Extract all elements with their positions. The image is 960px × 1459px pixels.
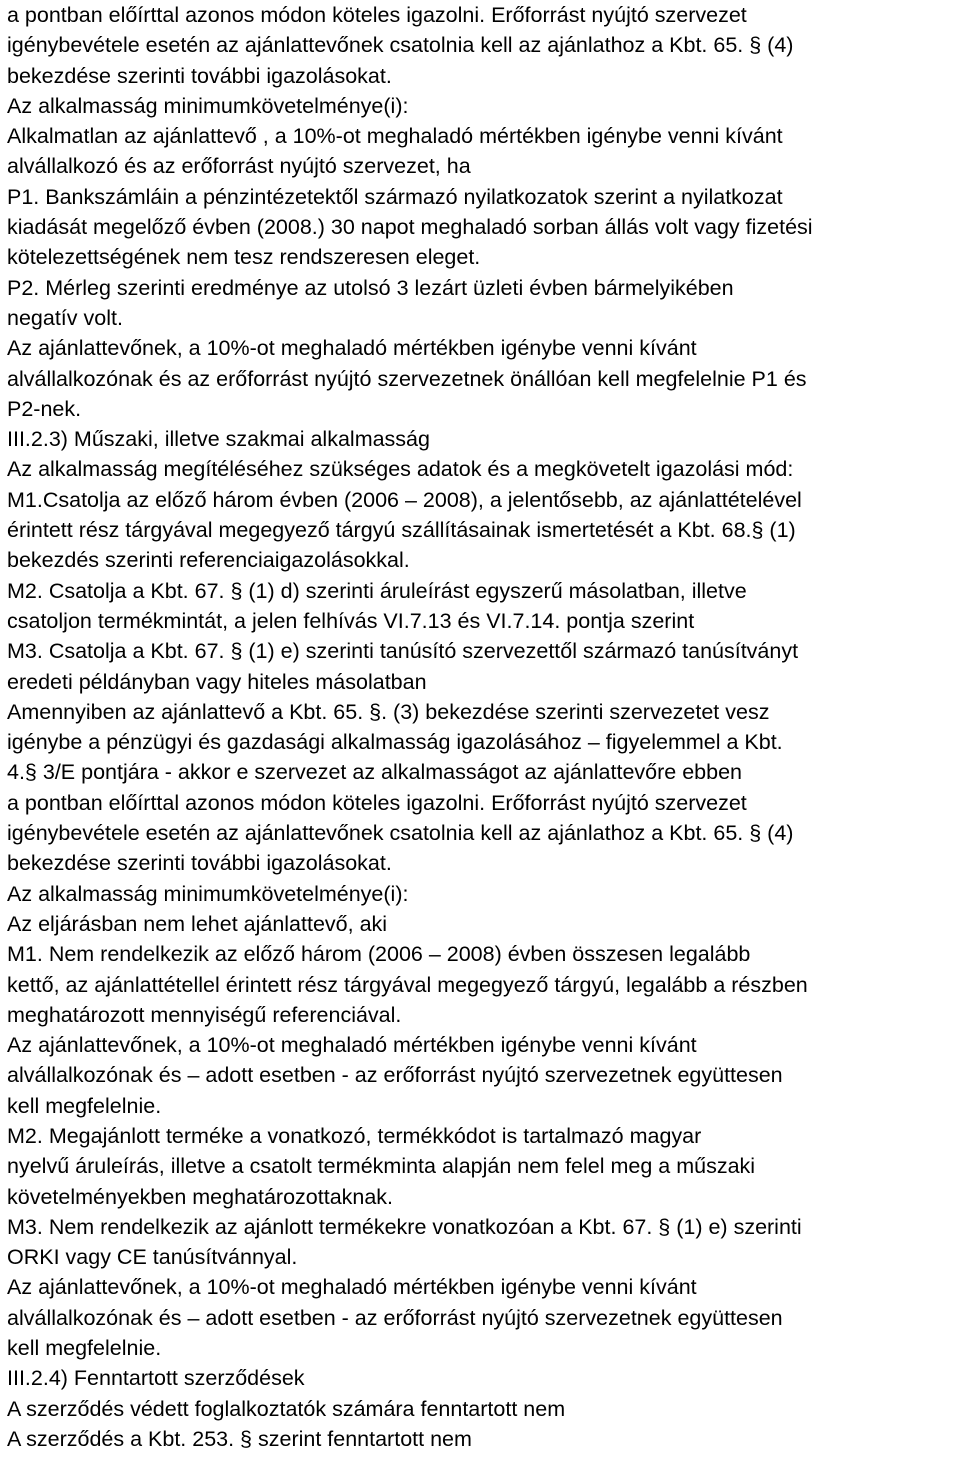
text-line: igénybevétele esetén az ajánlattevőnek csatolnia kell az ajánlathoz a Kbt. 65. § (4) [7, 821, 794, 846]
text-line: nyelvű áruleírás, illetve a csatolt termékminta alapján nem felel meg a műszaki [7, 1154, 756, 1179]
text-line: Alkalmatlan az ajánlattevő , a 10%-ot meghaladó mértékben igénybe venni kívánt [7, 124, 783, 149]
text-line: kiadását megelőző évben (2008.) 30 napot meghaladó sorban állás volt vagy fizetési [7, 215, 813, 240]
text-line: Az ajánlattevőnek, a 10%-ot meghaladó mértékben igénybe venni kívánt [7, 336, 697, 361]
text-line: igénybe a pénzügyi és gazdasági alkalmasság igazolásához – figyelemmel a Kbt. [7, 730, 783, 755]
text-line: érintett rész tárgyával megegyező tárgyú szállításainak ismertetését a Kbt. 68.§ (1) [7, 518, 796, 543]
text-line: ORKI vagy CE tanúsítvánnyal. [7, 1245, 298, 1270]
text-line: Az alkalmasság minimumkövetelménye(i): [7, 93, 409, 118]
text-line: P1. Bankszámláin a pénzintézetektől származó nyilatkozatok szerint a nyilatkozat [7, 184, 783, 209]
text-line: követelményekben meghatározottaknak. [7, 1184, 394, 1209]
text-line: negatív volt. [7, 305, 123, 330]
text-line: alvállalkozónak és – adott esetben - az erőforrást nyújtó szervezetnek együttesen [7, 1305, 783, 1330]
text-line: P2. Mérleg szerinti eredménye az utolsó 3 lezárt üzleti évben bármelyikében [7, 275, 734, 300]
text-line: 4.§ 3/E pontjára - akkor e szervezet az alkalmasságot az ajánlattevőre ebben [7, 760, 742, 785]
text-line: M3. Csatolja a Kbt. 67. § (1) e) szerinti tanúsító szervezettől származó tanúsítványt [7, 639, 799, 664]
document-page [7, 0, 957, 1454]
text-line: kötelezettségének nem tesz rendszeresen eleget. [7, 245, 481, 270]
text-line: alvállalkozónak és – adott esetben - az erőforrást nyújtó szervezetnek együttesen [7, 1063, 783, 1088]
text-line: Az alkalmasság megítéléséhez szükséges adatok és a megkövetelt igazolási mód: [7, 457, 794, 482]
text-line: M1. Nem rendelkezik az előző három (2006 – 2008) évben összesen legalább [7, 942, 751, 967]
text-line: Az ajánlattevőnek, a 10%-ot meghaladó mértékben igénybe venni kívánt [7, 1033, 697, 1058]
text-line: M2. Megajánlott terméke a vonatkozó, termékkódot is tartalmazó magyar [7, 1123, 702, 1148]
text-line: P2-nek. [7, 396, 82, 421]
text-line: eredeti példányban vagy hiteles másolatban [7, 669, 427, 694]
text-line: kell megfelelnie. [7, 1093, 162, 1118]
text-line: kell megfelelnie. [7, 1336, 162, 1361]
text-line: M3. Nem rendelkezik az ajánlott termékekre vonatkozóan a Kbt. 67. § (1) e) szerinti [7, 1214, 802, 1239]
text-line: A szerződés védett foglalkoztatók számára fenntartott nem [7, 1396, 566, 1421]
section-heading-reserved-contracts: III.2.4) Fenntartott szerződések [7, 1366, 305, 1391]
text-line: Az eljárásban nem lehet ajánlattevő, aki [7, 911, 388, 936]
text-line: M2. Csatolja a Kbt. 67. § (1) d) szerinti áruleírást egyszerű másolatban, illetve [7, 578, 747, 603]
text-line: alvállalkozónak és az erőforrást nyújtó szervezetnek önállóan kell megfelelnie P1 és [7, 366, 807, 391]
text-line: igénybevétele esetén az ajánlattevőnek csatolnia kell az ajánlathoz a Kbt. 65. § (4) [7, 33, 794, 58]
text-line: csatoljon termékmintát, a jelen felhívás VI.7.13 és VI.7.14. pontja szerint [7, 608, 695, 633]
text-line: Amennyiben az ajánlattevő a Kbt. 65. §. (3) bekezdése szerinti szervezetet vesz [7, 699, 770, 724]
text-line: bekezdése szerinti további igazolásokat. [7, 851, 392, 876]
text-line: Az alkalmasság minimumkövetelménye(i): [7, 881, 409, 906]
text-line: kettő, az ajánlattétellel érintett rész tárgyával megegyező tárgyú, legalább a részben [7, 972, 808, 997]
text-line: A szerződés a Kbt. 253. § szerint fenntartott nem [7, 1426, 472, 1451]
text-line: Az ajánlattevőnek, a 10%-ot meghaladó mértékben igénybe venni kívánt [7, 1275, 697, 1300]
text-line: a pontban előírttal azonos módon köteles igazolni. Erőforrást nyújtó szervezet [7, 3, 747, 27]
text-line: meghatározott mennyiségű referenciával. [7, 1002, 402, 1027]
text-line: bekezdése szerinti további igazolásokat. [7, 63, 392, 88]
text-line: M1.Csatolja az előző három évben (2006 – 2008), a jelentősebb, az ajánlattételével [7, 487, 802, 512]
text-line: bekezdés szerinti referenciaigazolásokkal. [7, 548, 410, 573]
text-line: a pontban előírttal azonos módon köteles igazolni. Erőforrást nyújtó szervezet [7, 790, 747, 815]
text-line: alvállalkozó és az erőforrást nyújtó szervezet, ha [7, 154, 471, 179]
section-heading-technical-suitability: III.2.3) Műszaki, illetve szakmai alkalmasság [7, 427, 430, 452]
